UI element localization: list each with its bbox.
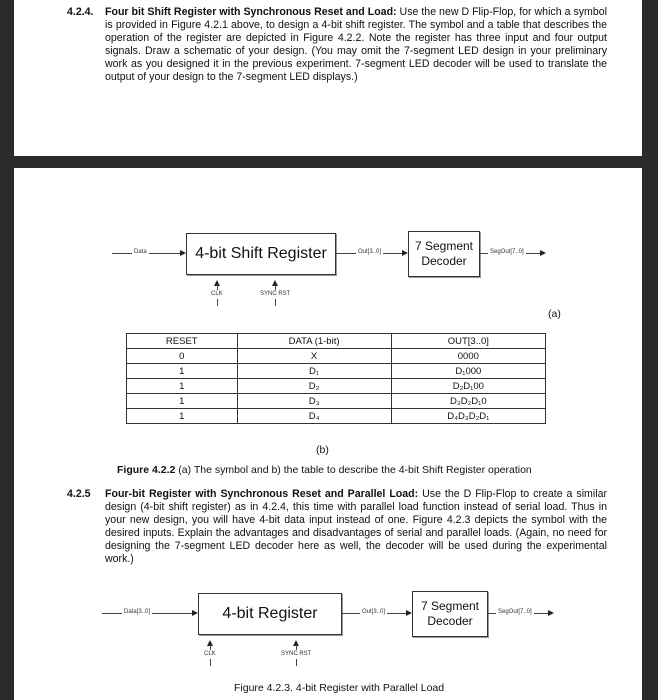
decoder-line-1: 7 Segment xyxy=(420,599,480,613)
section-number: 4.2.4. xyxy=(67,6,94,18)
cell: X xyxy=(237,349,391,364)
cell: D₁000 xyxy=(391,364,545,379)
section-number: 4.2.5 xyxy=(67,488,91,500)
cell: D₂D₁00 xyxy=(391,379,545,394)
cell: 0000 xyxy=(391,349,545,364)
shift-register-block: 4-bit Shift Register xyxy=(186,233,336,275)
figure-label: Figure 4.2.2 xyxy=(117,464,176,476)
document-page-top xyxy=(14,0,642,156)
table-row xyxy=(127,364,546,379)
cell: D₄D₃D₂D₁ xyxy=(391,409,545,424)
decoder-line-2: Decoder xyxy=(427,614,473,628)
clk-label: CLK xyxy=(211,291,223,297)
figure-4-2-2-caption xyxy=(117,464,532,476)
cell: 1 xyxy=(127,409,238,424)
table-row xyxy=(127,394,546,409)
arrow-right-icon xyxy=(548,610,554,616)
part-b-label: (b) xyxy=(316,444,329,456)
decoder-line-1: 7 Segment xyxy=(414,239,474,253)
cell: 0 xyxy=(127,349,238,364)
out-label: Out[3..0] xyxy=(358,249,382,255)
figure-text: (a) The symbol and b) the table to describe the 4-bit Shift Register operation xyxy=(175,464,532,476)
header-reset: RESET xyxy=(127,334,238,349)
data-input-label: Data xyxy=(134,249,147,255)
section-4-2-4 xyxy=(67,6,607,84)
section-title: Four-bit Register with Synchronous Reset and Parallel Load: xyxy=(105,488,419,500)
truth-table xyxy=(126,333,546,424)
segout-label: SegOut[7..0] xyxy=(490,249,524,255)
section-title: Four bit Shift Register with Synchronous Reset and Load: xyxy=(105,6,397,18)
segout-label: SegOut[7..0] xyxy=(498,609,532,615)
section-body: Use the new D Flip-Flop, for which a symbol is provided in Figure 4.2.1 above, to design a 4-bit shift register. The symbol and a table that describes the operation of the register are depicted in Figure 4.2.2. Note the register has three input and four output signals. Draw a schematic of your design. (You may omit the 7-segment LED design in your preliminary work as you designed it in the previous experiment. 7-segment LED decoder will be used to translate the output of your design to the 7-segment LED displays.) xyxy=(105,6,608,83)
table-row xyxy=(127,409,546,424)
cell: D₃D₂D₁0 xyxy=(391,394,545,409)
document-page-bottom xyxy=(14,168,642,700)
cell: D₂ xyxy=(237,379,391,394)
header-data: DATA (1-bit) xyxy=(237,334,391,349)
figure-4-2-3-caption: Figure 4.2.3. 4-bit Register with Parallel Load xyxy=(234,682,445,694)
table-row xyxy=(127,349,546,364)
cell: D₁ xyxy=(237,364,391,379)
table-header-row xyxy=(127,334,546,349)
cell: D₃ xyxy=(237,394,391,409)
header-out: OUT[3..0] xyxy=(391,334,545,349)
part-a-label: (a) xyxy=(548,308,561,320)
clk-label: CLK xyxy=(204,651,216,657)
parallel-register-block: 4-bit Register xyxy=(198,593,342,635)
section-4-2-5 xyxy=(67,488,607,566)
seven-segment-decoder-block xyxy=(412,591,488,637)
data-input-label: Data[3..0] xyxy=(124,609,151,615)
table-row xyxy=(127,379,546,394)
sync-rst-label: SYNC RST xyxy=(260,291,291,297)
decoder-line-2: Decoder xyxy=(421,254,467,268)
cell: 1 xyxy=(127,379,238,394)
section-body: Use the D Flip-Flop to create a similar design (4-bit shift register) as in 4.2.4, this time with parallel load function instead of serial load. Thus in your new design, you will have 4-bit data input instead of one. Figure 4.2.3 depicts the symbol with the desired inputs. Explain the advantages and disadvantages of serial and parallel loads. (Again, no need for designing the 7-segment LED decoder here as well, the decoder will be used during the experimental work.) xyxy=(105,488,607,565)
cell: D₄ xyxy=(237,409,391,424)
out-label: Out[3..0] xyxy=(362,609,386,615)
arrow-right-icon xyxy=(540,250,546,256)
cell: 1 xyxy=(127,394,238,409)
cell: 1 xyxy=(127,364,238,379)
sync-rst-label: SYNC RST xyxy=(281,651,312,657)
seven-segment-decoder-block xyxy=(408,231,480,277)
